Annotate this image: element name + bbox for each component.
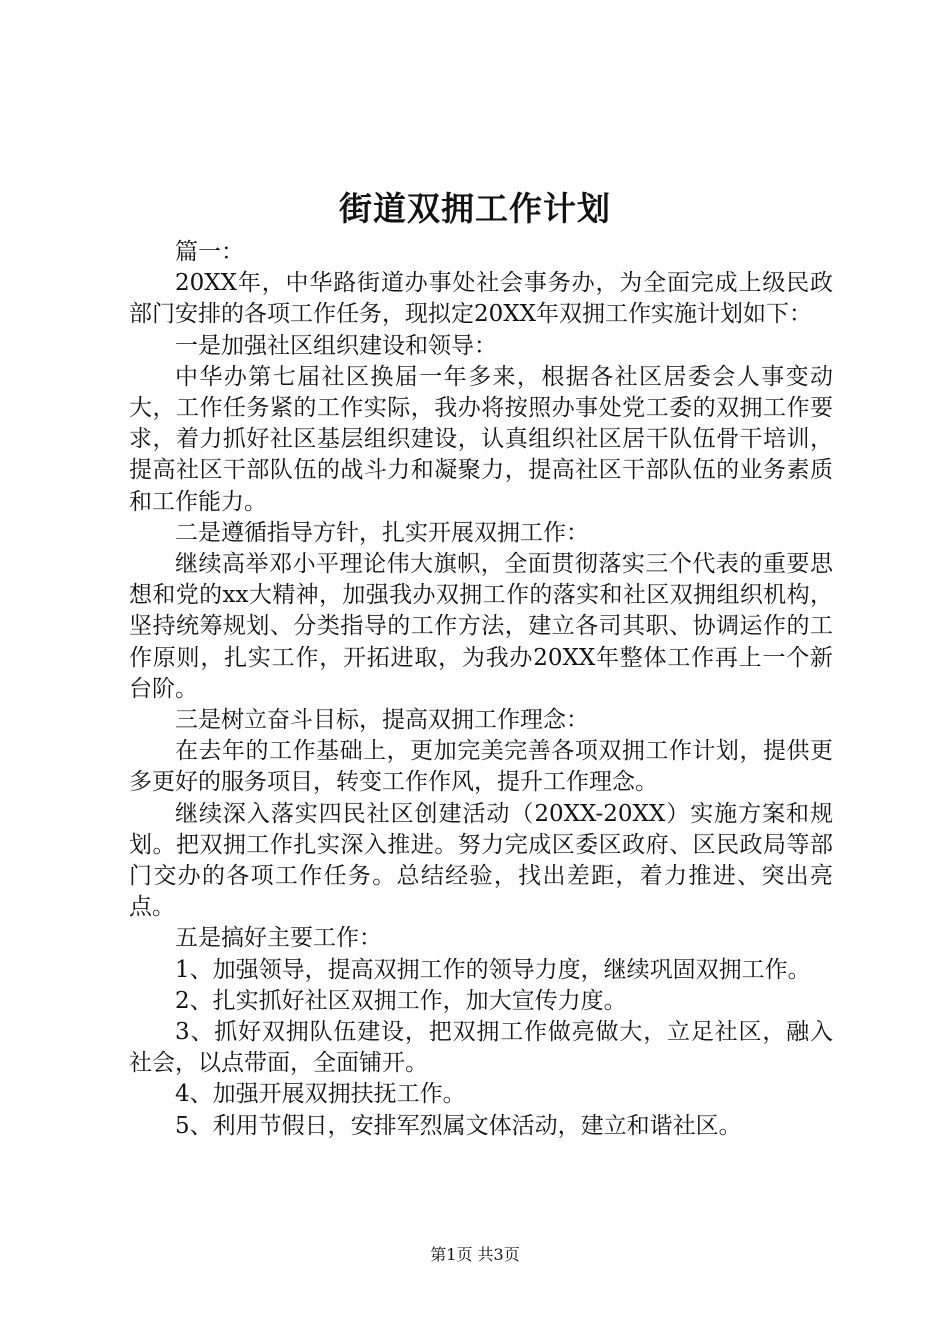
- document-title: 街道双拥工作计划: [339, 189, 611, 228]
- paragraph: 2、扎实抓好社区双拥工作，加大宣传力度。: [175, 987, 627, 1014]
- paragraph: 4、加强开展双拥扶抚工作。: [175, 1081, 466, 1108]
- paragraph: 篇一：: [175, 239, 244, 265]
- paragraph: 3、抓好双拥队伍建设，把双拥工作做亮做大，立足社区，融入社会，以点带面，全面铺开。: [129, 1019, 833, 1077]
- paragraph: 在去年的工作基础上，更加完美完善各项双拥工作计划，提供更多更好的服务项目，转变工作作风，提升工作理念。: [129, 738, 833, 796]
- paragraph: 1、加强领导，提高双拥工作的领导力度，继续巩固双拥工作。: [175, 956, 811, 983]
- paragraph: 一是加强社区组织建设和领导：: [175, 332, 497, 359]
- page-indicator: 第1页 共3页: [430, 1245, 520, 1264]
- paragraph: 中华办第七届社区换届一年多来，根据各社区居委会人事变动大，工作任务紧的工作实际，我办将按照办事处党工委的双拥工作要求，着力抓好社区基层组织建设，认真组织社区居干队伍骨干培训，提高社区干部队伍的战斗力和凝聚力，提高社区干部队伍的业务素质和工作能力。: [129, 363, 833, 515]
- document-body: [129, 237, 833, 1142]
- paragraph: 继续高举邓小平理论伟大旗帜，全面贯彻落实三个代表的重要思想和党的xx大精神，加强我办双拥工作的落实和社区双拥组织机构，坚持统筹规划、分类指导的工作方法，建立各司其职、协调运作的工作原则，扎实工作，开拓进取，为我办20XX年整体工作再上一个新台阶。: [129, 551, 833, 702]
- paragraph: 二是遵循指导方针，扎实开展双拥工作：: [175, 519, 589, 546]
- paragraph: 继续深入落实四民社区创建活动（20XX-20XX）实施方案和规划。把双拥工作扎实深入推进。努力完成区委区政府、区民政局等部门交办的各项工作任务。总结经验，找出差距，着力推进、突出亮点。: [129, 800, 833, 921]
- paragraph: 20XX年，中华路街道办事处社会事务办，为全面完成上级民政部门安排的各项工作任务，现拟定20XX年双拥工作实施计划如下：: [129, 270, 833, 328]
- paragraph: 五是搞好主要工作：: [175, 925, 382, 952]
- paragraph: 5、利用节假日，安排军烈属文体活动，建立和谐社区。: [175, 1112, 742, 1139]
- paragraph: 三是树立奋斗目标，提高双拥工作理念：: [175, 707, 589, 734]
